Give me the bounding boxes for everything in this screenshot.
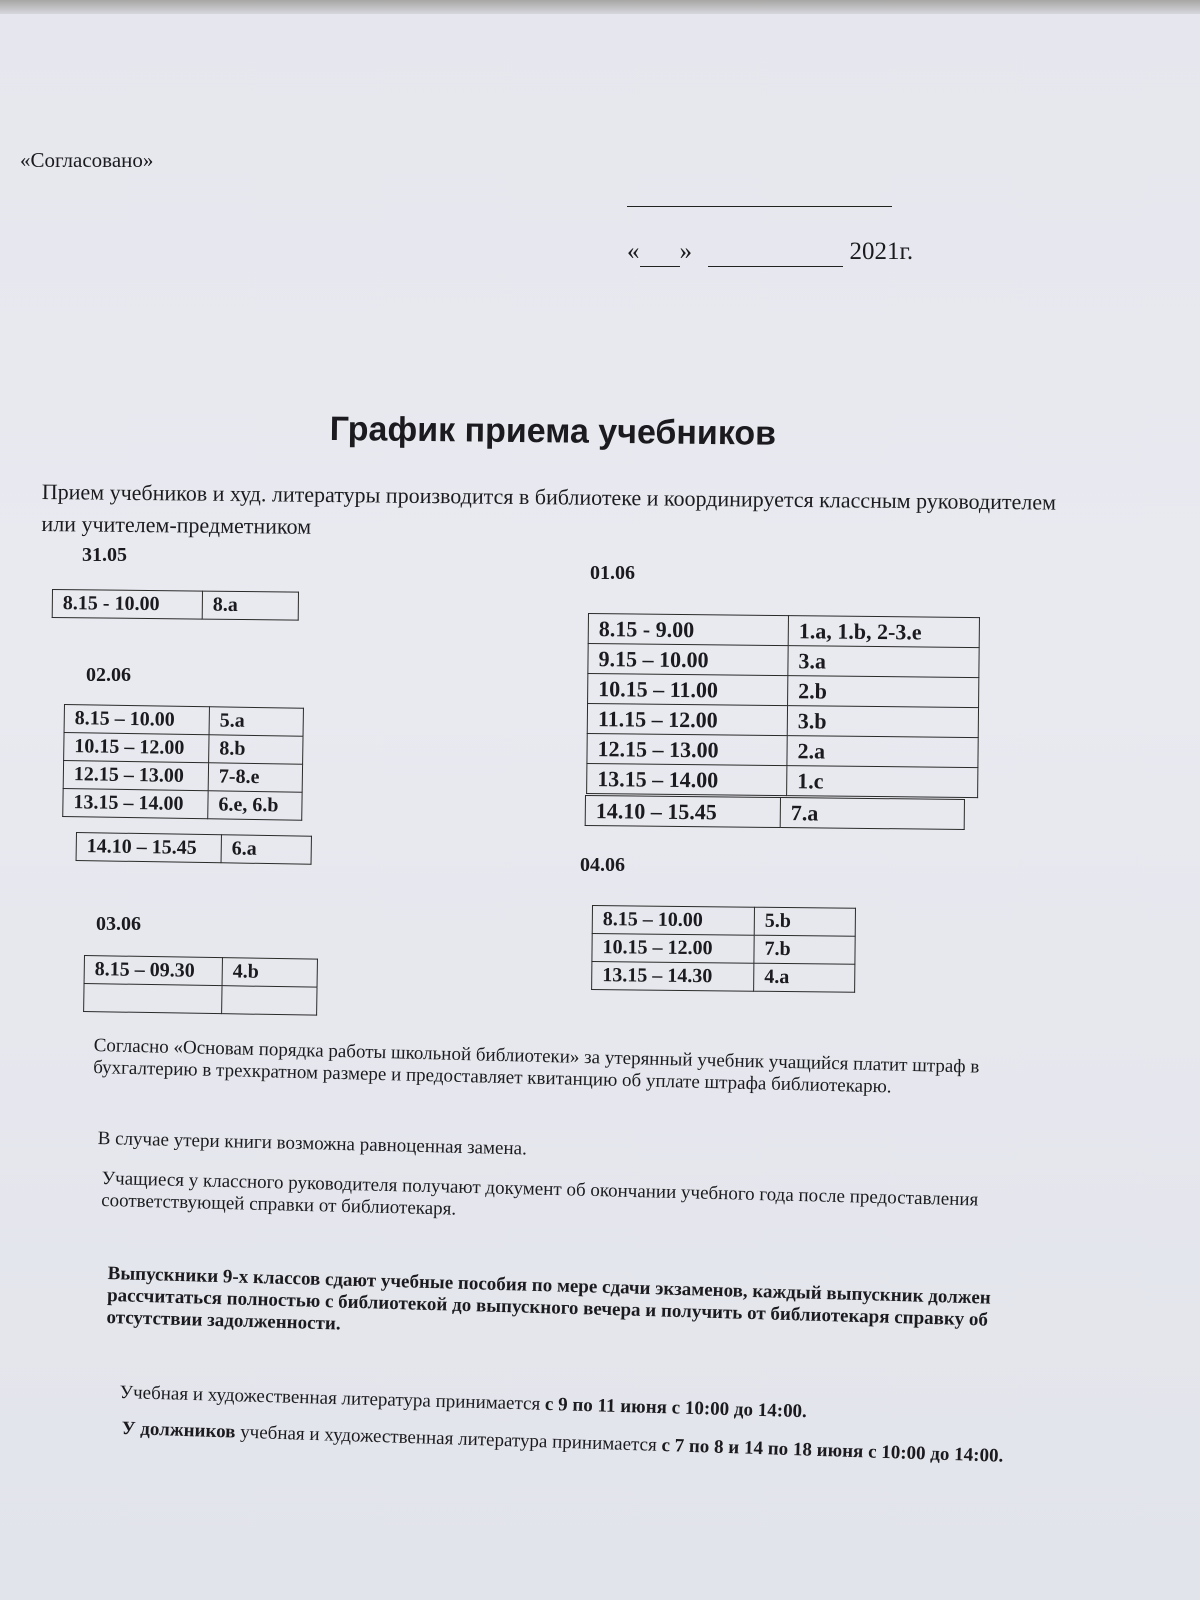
class-cell: 6.a	[221, 835, 311, 864]
schedule-table-0406	[591, 905, 856, 993]
class-cell: 5.a	[209, 707, 303, 736]
date-label-0406: 04.06	[580, 854, 625, 876]
class-cell: 8.a	[202, 591, 298, 620]
time-cell: 13.15 – 14.00	[587, 763, 787, 795]
class-cell: 5.b	[754, 907, 855, 936]
date-quote-close: »	[679, 238, 692, 265]
month-blank	[708, 238, 843, 267]
table-row	[587, 763, 978, 797]
time-cell: 14.10 – 15.45	[76, 833, 221, 863]
schedule-table-0106-extra	[585, 795, 965, 830]
time-cell: 12.15 – 13.00	[587, 733, 787, 765]
time-cell: 8.15 - 9.00	[588, 614, 788, 646]
class-cell: 8.b	[209, 735, 303, 764]
schedule-table-0206	[62, 704, 304, 821]
class-cell: 4.b	[222, 958, 317, 987]
class-cell: 2.b	[788, 676, 979, 708]
date-line	[627, 238, 913, 267]
class-cell: 2.a	[787, 736, 978, 768]
table-row	[588, 614, 979, 648]
debtors-dates: с 7 по 8 и 14 по 18 июня с 10:00 до 14:00.	[661, 1434, 1004, 1467]
table-row	[63, 788, 302, 820]
date-label-3105: 31.05	[82, 544, 127, 566]
table-row	[84, 956, 317, 988]
class-cell: 3.a	[788, 646, 979, 678]
class-cell: 7-8.e	[208, 763, 302, 792]
class-cell: 7.b	[754, 935, 855, 964]
acceptance-text: Учебная и художественная литература принимается	[119, 1382, 546, 1415]
class-cell: 7.a	[780, 798, 964, 830]
schedule-table-0306	[83, 955, 318, 1016]
table-row	[587, 733, 978, 767]
paragraph-fine: Согласно «Основам порядка работы школьной библиотеки» за утерянный учебник учащийся платит штраф в бухгалтерию в трехкратном размере и предоставляет квитанцию об уплате штрафа библиотекарю.	[92, 1035, 980, 1098]
table-row	[592, 906, 855, 937]
table-row	[52, 590, 298, 621]
table-row	[63, 761, 302, 793]
date-quote-open: «	[627, 238, 640, 265]
acceptance-dates: с 9 по 11 июня с 10:00 до 14:00.	[544, 1393, 808, 1423]
time-cell: 13.15 – 14.00	[63, 788, 208, 818]
date-label-0306: 03.06	[96, 913, 141, 935]
time-cell: 11.15 – 12.00	[587, 704, 787, 736]
schedule-table-3105	[52, 589, 299, 621]
top-edge	[0, 0, 1200, 14]
page-title: График приема учебников	[329, 410, 777, 453]
agreed-label: «Согласовано»	[20, 148, 154, 172]
intro-text: Прием учебников и худ. литературы производится в библиотеке и координируется классным руководителем или учителем-предметником	[41, 478, 1057, 539]
paragraph-certificate: Учащиеся у классного руководителя получают документ об окончании учебного года после предоставления соответствующей справки от библиотекаря.	[100, 1168, 979, 1220]
time-cell: 8.15 - 10.00	[52, 590, 202, 620]
class-cell: 3.b	[787, 706, 978, 738]
time-cell: 10.15 – 12.00	[64, 733, 209, 763]
debtors-label: У должников	[121, 1418, 236, 1443]
time-cell: 12.15 – 13.00	[63, 761, 208, 791]
date-label-0106: 01.06	[590, 562, 635, 584]
day-blank	[640, 238, 680, 267]
time-cell: 10.15 – 12.00	[592, 934, 754, 964]
signature-line	[627, 206, 892, 207]
schedule-table-0106	[586, 613, 980, 798]
time-cell: 8.15 – 10.00	[64, 705, 209, 735]
time-cell: 9.15 – 10.00	[588, 644, 788, 676]
class-cell: 4.a	[754, 963, 855, 992]
time-cell: 14.10 – 15.45	[585, 796, 780, 828]
class-cell	[222, 986, 317, 1015]
time-cell: 10.15 – 11.00	[588, 674, 788, 706]
date-label-0206: 02.06	[86, 664, 131, 686]
time-cell: 8.15 – 09.30	[84, 956, 222, 986]
table-row	[592, 962, 855, 993]
schedule-table-0206-extra	[76, 832, 312, 865]
table-row	[64, 733, 303, 765]
table-row	[587, 704, 978, 738]
table-row	[76, 833, 311, 865]
class-cell: 1.c	[787, 766, 978, 798]
time-cell	[84, 984, 222, 1014]
year-label: 2021г.	[849, 238, 914, 265]
paragraph-graduates: Выпускники 9-х классов сдают учебные пособия по мере сдачи экзаменов, каждый выпускник должен рассчитаться полностью с библиотекой до выпускного вечера и получить от библиотекаря справку об отсутствии задолженности.	[106, 1263, 992, 1335]
debtors-text: учебная и художественная литература принимается	[235, 1421, 662, 1456]
class-cell: 6.e, 6.b	[208, 791, 302, 820]
time-cell: 8.15 – 10.00	[592, 906, 754, 936]
table-row	[588, 674, 979, 708]
time-cell: 13.15 – 14.30	[592, 962, 754, 992]
table-row	[84, 984, 317, 1016]
table-row	[588, 644, 979, 678]
paragraph-replacement: В случае утери книги возможна равноценная замена.	[97, 1128, 528, 1160]
table-row	[64, 705, 303, 737]
class-cell: 1.a, 1.b, 2-3.e	[788, 616, 979, 648]
table-row	[592, 934, 855, 965]
table-row	[585, 796, 964, 830]
